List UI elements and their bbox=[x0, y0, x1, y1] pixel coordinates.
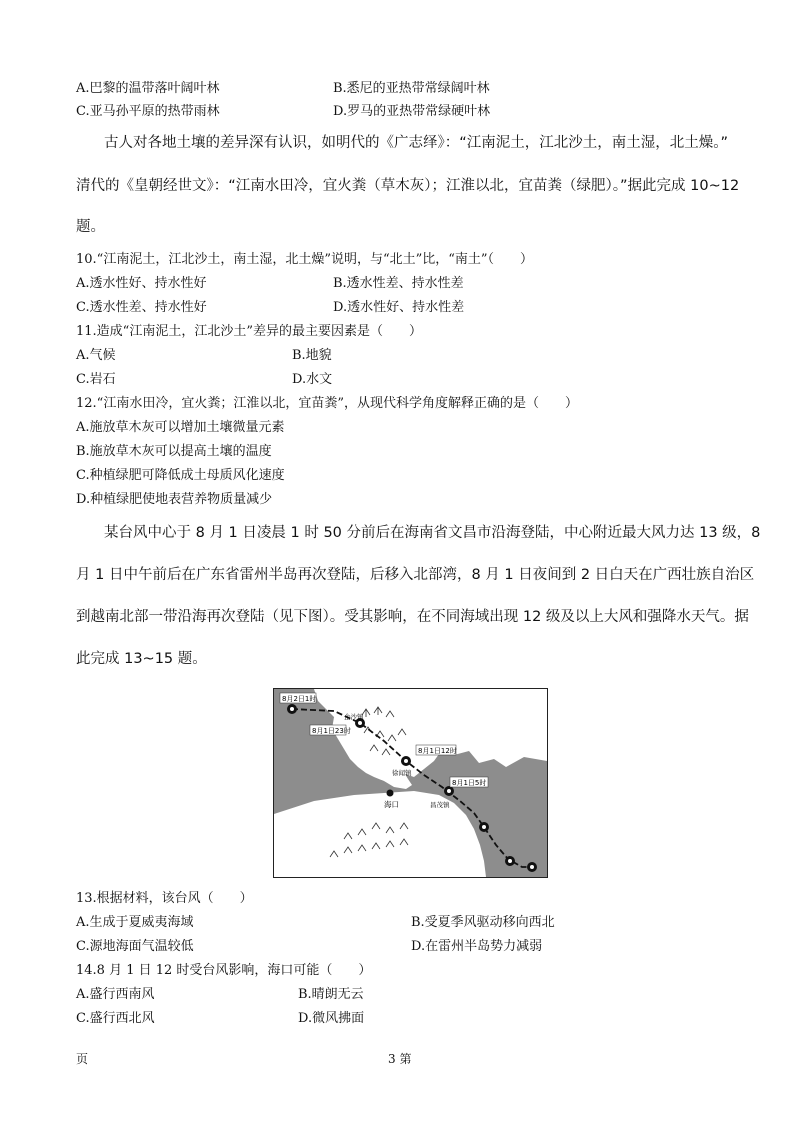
q13-option-d: D.在雷州半岛势力减弱 bbox=[411, 939, 543, 954]
haikou-dot bbox=[387, 790, 394, 797]
passage1-line1: 古人对各地土壤的差异深有认识，如明代的《广志绎》：“江南泥土，江北沙土，南土湿，北土燥。” bbox=[104, 135, 729, 151]
q13-option-c: C.源地海面气温较低 bbox=[76, 939, 194, 954]
q14-option-d: D.微风拂面 bbox=[298, 1011, 365, 1026]
passage2-line3: 到越南北部一带沿海再次登陆（见下图）。受其影响，在不同海域出现 12 级及以上大风和强降水天气。据 bbox=[76, 609, 749, 625]
q11-option-c: C.岩石 bbox=[76, 372, 116, 387]
q9-option-b: B.悉尼的亚热带常绿阔叶林 bbox=[333, 81, 490, 96]
q10-stem: 10.“江南泥土，江北沙土，南土湿，北土燥”说明，与“北土”比，“南土”（ ） bbox=[76, 252, 534, 267]
q12-stem: 12.“江南水田冷，宜火粪；江淮以北，宜苗粪”，从现代科学角度解释正确的是（ ） bbox=[76, 396, 578, 411]
q14-option-a: A.盛行西南风 bbox=[76, 987, 155, 1002]
label-haikou: 海口 bbox=[384, 800, 399, 809]
q12-option-a: A.施放草木灰可以增加土壤微量元素 bbox=[76, 420, 285, 435]
q12-option-c: C.种植绿肥可降低成土母质风化速度 bbox=[76, 468, 285, 483]
q9-option-a: A.巴黎的温带落叶阔叶林 bbox=[76, 81, 220, 96]
q10-option-d: D.透水性好、持水性差 bbox=[333, 300, 465, 315]
q10-option-c: C.透水性差、持水性好 bbox=[76, 300, 207, 315]
footer-page-number: 3 第 bbox=[388, 1052, 412, 1066]
label-town-1: 企沙镇 bbox=[344, 713, 364, 721]
q13-option-a: A.生成于夏威夷海域 bbox=[76, 915, 194, 930]
label-town-3: 昌茂镇 bbox=[430, 801, 450, 809]
map-svg bbox=[274, 689, 547, 877]
q11-stem: 11.造成“江南泥土，江北沙土”差异的最主要因素是（ ） bbox=[76, 324, 422, 339]
label-time-1: 8月2日1时 bbox=[282, 695, 317, 703]
label-town-2: 徐闻镇 bbox=[392, 769, 412, 777]
hainan-island bbox=[274, 791, 486, 877]
label-time-3: 8月1日12时 bbox=[418, 747, 457, 755]
q12-option-d: D.种植绿肥使地表营养物质量减少 bbox=[76, 492, 273, 507]
q14-option-b: B.晴朗无云 bbox=[298, 987, 364, 1002]
q13-option-b: B.受夏季风驱动移向西北 bbox=[411, 915, 555, 930]
q9-option-d: D.罗马的亚热带常绿硬叶林 bbox=[333, 104, 491, 119]
passage1-line2: 清代的《皇朝经世文》：“江南水田冷，宜火粪（草木灰）；江淮以北，宜苗粪（绿肥）。”据此完成 10~12 bbox=[76, 178, 740, 194]
q14-stem: 14.8 月 1 日 12 时受台风影响，海口可能（ ） bbox=[76, 963, 372, 978]
q11-option-b: B.地貌 bbox=[292, 348, 332, 363]
q13-stem: 13.根据材料，该台风（ ） bbox=[76, 891, 253, 906]
q12-option-b: B.施放草木灰可以提高土壤的温度 bbox=[76, 444, 272, 459]
footer-left: 页 bbox=[76, 1052, 89, 1066]
q9-option-c: C.亚马孙平原的热带雨林 bbox=[76, 104, 220, 119]
q10-option-b: B.透水性差、持水性差 bbox=[333, 276, 464, 291]
label-time-2: 8月1日23时 bbox=[312, 727, 351, 735]
q10-option-a: A.透水性好、持水性好 bbox=[76, 276, 207, 291]
label-time-4: 8月1日5时 bbox=[452, 779, 487, 787]
q11-option-a: A.气候 bbox=[76, 348, 116, 363]
passage2-line2: 月 1 日中午前后在广东省雷州半岛再次登陆，后移入北部湾，8 月 1 日夜间到 2 日白天在广西壮族自治区 bbox=[76, 567, 755, 583]
passage2-line4: 此完成 13~15 题。 bbox=[76, 651, 207, 667]
q14-option-c: C.盛行西北风 bbox=[76, 1011, 155, 1026]
passage1-line3: 题。 bbox=[76, 219, 105, 235]
passage2-line1: 某台风中心于 8 月 1 日凌晨 1 时 50 分前后在海南省文昌市沿海登陆，中心附近最大风力达 13 级，8 bbox=[104, 525, 761, 541]
q11-option-d: D.水文 bbox=[292, 372, 333, 387]
typhoon-track-map bbox=[273, 688, 548, 878]
